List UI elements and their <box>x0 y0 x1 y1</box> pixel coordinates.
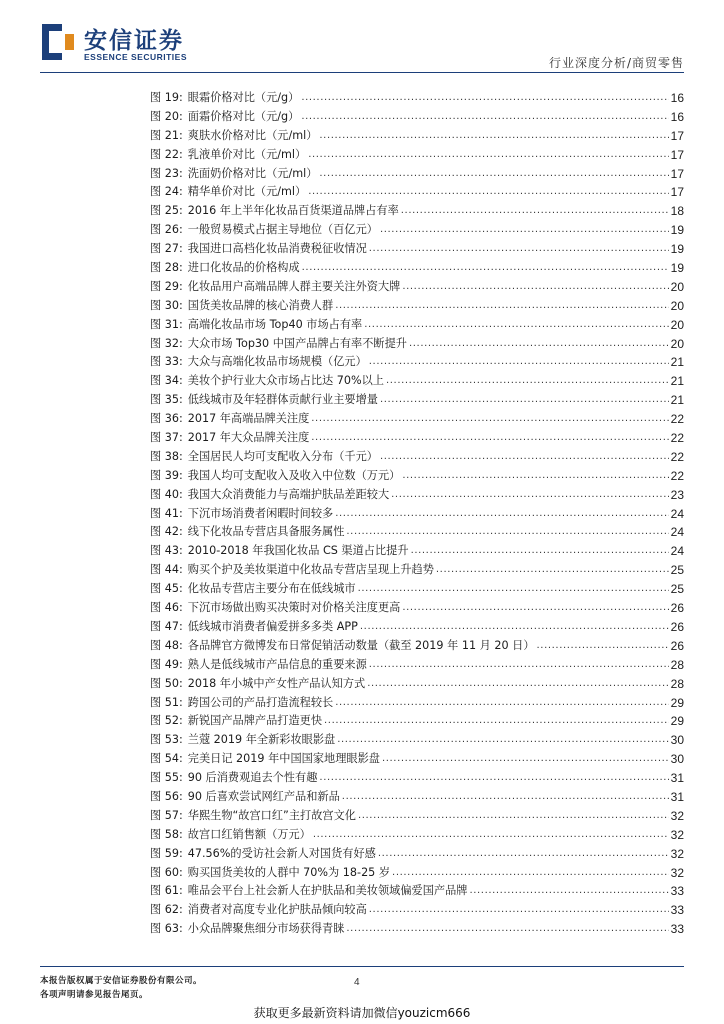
figure-number: 图 30: <box>150 298 183 312</box>
figure-number: 图 36: <box>150 412 183 426</box>
figure-number: 图 27: <box>150 242 183 256</box>
figure-page-number: 19 <box>670 261 684 276</box>
figure-page-number: 22 <box>670 431 684 446</box>
figure-number: 图 37: <box>150 431 183 445</box>
figure-number: 图 48: <box>150 638 183 652</box>
figure-page-number: 20 <box>670 298 684 313</box>
figure-number: 图 35: <box>150 393 183 407</box>
toc-entry[interactable] <box>150 240 684 259</box>
figure-page-number: 20 <box>670 317 684 332</box>
copyright-text: 本报告版权属于安信证券股份有限公司。 <box>40 976 203 986</box>
toc-entry[interactable] <box>150 316 684 335</box>
company-name-cn: 安信证券 <box>84 28 184 54</box>
figure-page-number: 19 <box>670 242 684 257</box>
figure-page-number: 25 <box>670 582 684 597</box>
dot-leader <box>319 769 668 788</box>
dot-leader <box>380 221 669 240</box>
figure-page-number: 32 <box>670 827 684 842</box>
company-logo <box>40 22 200 66</box>
toc-entry[interactable] <box>150 788 684 807</box>
figure-number: 图 20: <box>150 109 183 123</box>
figure-number: 图 39: <box>150 468 183 482</box>
figure-number: 图 44: <box>150 563 183 577</box>
figure-page-number: 21 <box>670 374 684 389</box>
toc-entry[interactable] <box>150 845 684 864</box>
figure-title: 化妆品专营店主要分布在低线城市 <box>187 582 356 596</box>
toc-entry[interactable] <box>150 448 684 467</box>
toc-entry[interactable] <box>150 882 684 901</box>
toc-entry[interactable] <box>150 467 684 486</box>
toc-entry[interactable] <box>150 505 684 524</box>
figure-number: 图 61: <box>150 884 183 898</box>
figure-page-number: 30 <box>670 733 684 748</box>
toc-entry[interactable] <box>150 656 684 675</box>
figure-page-number: 29 <box>670 695 684 710</box>
toc-entry[interactable] <box>150 372 684 391</box>
figure-number: 图 57: <box>150 808 183 822</box>
figure-title: 低线城市及年轻群体贡献行业主要增量 <box>187 393 378 407</box>
dot-leader <box>401 202 669 221</box>
figure-number: 图 42: <box>150 525 183 539</box>
figure-page-number: 17 <box>670 166 684 181</box>
dot-leader <box>358 807 669 826</box>
dot-leader <box>386 372 669 391</box>
toc-entry[interactable] <box>150 561 684 580</box>
disclaimer-text: 各项声明请参见报告尾页。 <box>40 990 149 1000</box>
toc-entry[interactable] <box>150 750 684 769</box>
figure-title: 完美日记 2019 年中国国家地理眼影盘 <box>187 752 380 766</box>
dot-leader <box>369 240 669 259</box>
figure-page-number: 31 <box>670 789 684 804</box>
toc-entry[interactable] <box>150 920 684 939</box>
dot-leader <box>319 127 668 146</box>
toc-entry[interactable] <box>150 580 684 599</box>
dot-leader <box>364 316 668 335</box>
figure-title: 新锐国产品牌产品打造更快 <box>187 714 323 728</box>
toc-entry[interactable] <box>150 108 684 127</box>
toc-entry[interactable] <box>150 202 684 221</box>
figure-page-number: 22 <box>670 412 684 427</box>
toc-entry[interactable] <box>150 89 684 108</box>
figure-number: 图 26: <box>150 223 183 237</box>
dot-leader <box>308 183 668 202</box>
figure-number: 图 41: <box>150 506 183 520</box>
figure-title: 购买国货美妆的人群中 70%为 18-25 岁 <box>187 865 391 879</box>
figure-page-number: 26 <box>670 619 684 634</box>
toc-entry[interactable] <box>150 353 684 372</box>
figure-page-number: 33 <box>670 884 684 899</box>
toc-entry[interactable] <box>150 297 684 316</box>
dot-leader <box>369 353 669 372</box>
figure-number: 图 55: <box>150 771 183 785</box>
dot-leader <box>411 542 669 561</box>
toc-entry[interactable] <box>150 694 684 713</box>
figure-page-number: 29 <box>670 714 684 729</box>
dot-leader <box>369 656 669 675</box>
figure-title: 全国居民人均可支配收入分布（千元） <box>187 449 378 463</box>
figure-number: 图 54: <box>150 752 183 766</box>
page-number: 4 <box>354 977 360 988</box>
figure-title: 跨国公司的产品打造流程较长 <box>187 695 334 709</box>
figure-page-number: 17 <box>670 185 684 200</box>
figure-title: 精华单价对比（元/ml） <box>187 185 307 199</box>
figure-number: 图 47: <box>150 619 183 633</box>
dot-leader <box>311 410 668 429</box>
figure-number: 图 24: <box>150 185 183 199</box>
figure-page-number: 17 <box>670 128 684 143</box>
dot-leader <box>360 618 669 637</box>
figure-title: 2017 年高端品牌关注度 <box>187 412 310 426</box>
dot-leader <box>537 637 669 656</box>
figure-number: 图 21: <box>150 128 183 142</box>
dot-leader <box>342 788 669 807</box>
toc-entry[interactable] <box>150 127 684 146</box>
figure-title: 47.56%的受访社会新人对国货有好感 <box>187 846 376 860</box>
figure-title: 下沉市场消费者闲暇时间较多 <box>187 506 334 520</box>
dot-leader <box>380 448 669 467</box>
dot-leader <box>469 882 668 901</box>
figure-title: 消费者对高度专业化护肤品倾向较高 <box>187 903 367 917</box>
figure-title: 乳液单价对比（元/ml） <box>187 147 307 161</box>
figure-number: 图 31: <box>150 317 183 331</box>
toc-entry[interactable] <box>150 731 684 750</box>
dot-leader <box>337 731 668 750</box>
figure-number: 图 43: <box>150 544 183 558</box>
figure-page-number: 26 <box>670 638 684 653</box>
figure-number: 图 58: <box>150 827 183 841</box>
figure-number: 图 33: <box>150 355 183 369</box>
figure-page-number: 28 <box>670 676 684 691</box>
dot-leader <box>402 278 668 297</box>
figure-title: 2010-2018 年我国化妆品 CS 渠道占比提升 <box>187 544 409 558</box>
figure-number: 图 19: <box>150 91 183 104</box>
toc-entry[interactable] <box>150 410 684 429</box>
dot-leader <box>335 505 668 524</box>
figure-title: 90 后消费观追去个性有趣 <box>187 771 318 785</box>
figure-number: 图 22: <box>150 147 183 161</box>
figure-number: 图 63: <box>150 922 183 936</box>
figure-title: 一般贸易模式占据主导地位（百亿元） <box>187 223 378 237</box>
figure-number: 图 28: <box>150 261 183 275</box>
dot-leader <box>346 920 668 939</box>
figure-page-number: 31 <box>670 771 684 786</box>
figure-title: 2017 年大众品牌关注度 <box>187 431 310 445</box>
figure-title: 2016 年上半年化妆品百货渠道品牌占有率 <box>187 204 399 218</box>
figure-page-number: 32 <box>670 846 684 861</box>
figure-number: 图 29: <box>150 279 183 293</box>
dot-leader <box>380 391 669 410</box>
figure-title: 我国进口高档化妆品消费税征收情况 <box>187 242 367 256</box>
toc-entry[interactable] <box>150 864 684 883</box>
figure-number: 图 40: <box>150 487 183 501</box>
figure-title: 洗面奶价格对比（元/ml） <box>187 166 318 180</box>
dot-leader <box>335 694 668 713</box>
dot-leader <box>335 297 668 316</box>
dot-leader <box>301 108 668 127</box>
toc-entry[interactable] <box>150 183 684 202</box>
toc-entry[interactable] <box>150 618 684 637</box>
figure-page-number: 22 <box>670 449 684 464</box>
figure-title: 我国大众消费能力与高端护肤品差距较大 <box>187 487 390 501</box>
figure-title: 故宫口红销售额（万元） <box>187 827 311 841</box>
dot-leader <box>392 864 669 883</box>
toc-entry[interactable] <box>150 335 684 354</box>
figure-title: 下沉市场做出购买决策时对价格关注度更高 <box>187 601 401 615</box>
figure-title: 购买个护及美妆渠道中化妆品专营店呈现上升趋势 <box>187 563 434 577</box>
dot-leader <box>436 561 669 580</box>
dot-leader <box>402 599 668 618</box>
report-type: 行业深度分析/商贸零售 <box>548 56 684 70</box>
figure-title: 大众市场 Top30 中国产品牌占有率不断提升 <box>187 336 407 350</box>
dot-leader <box>358 580 669 599</box>
figure-title: 我国人均可支配收入及收入中位数（万元） <box>187 468 401 482</box>
figure-page-number: 21 <box>670 393 684 408</box>
figure-number: 图 52: <box>150 714 183 728</box>
figure-title: 小众品牌聚焦细分市场获得青睐 <box>187 922 345 936</box>
figure-number: 图 62: <box>150 903 183 917</box>
toc-entry[interactable] <box>150 259 684 278</box>
figure-number: 图 38: <box>150 449 183 463</box>
figure-page-number: 20 <box>670 336 684 351</box>
figure-title: 国货美妆品牌的核心消费人群 <box>187 298 334 312</box>
figure-page-number: 33 <box>670 903 684 918</box>
dot-leader <box>308 146 668 165</box>
figure-number: 图 46: <box>150 601 183 615</box>
figure-title: 唯品会平台上社会新人在护肤品和美妆领域偏爱国产品牌 <box>187 884 468 898</box>
figure-title: 线下化妆品专营店具备服务属性 <box>187 525 345 539</box>
figure-title: 兰蔻 2019 年全新彩妆眼影盘 <box>187 733 336 747</box>
dot-leader <box>301 89 668 108</box>
figure-page-number: 28 <box>670 657 684 672</box>
figure-page-number: 25 <box>670 563 684 578</box>
figure-title: 熟人是低线城市产品信息的重要来源 <box>187 657 367 671</box>
toc-entry[interactable] <box>150 542 684 561</box>
dot-leader <box>369 901 669 920</box>
figure-page-number: 20 <box>670 279 684 294</box>
footer-divider <box>40 966 684 967</box>
figure-number: 图 45: <box>150 582 183 596</box>
figure-page-number: 30 <box>670 752 684 767</box>
toc-entry[interactable] <box>150 429 684 448</box>
figure-page-number: 22 <box>670 468 684 483</box>
figure-number: 图 23: <box>150 166 183 180</box>
figure-page-number: 16 <box>670 109 684 124</box>
dot-leader <box>409 335 669 354</box>
figure-number: 图 51: <box>150 695 183 709</box>
dot-leader <box>311 429 668 448</box>
figure-number: 图 59: <box>150 846 183 860</box>
figure-title: 低线城市消费者偏爱拼多多类 APP <box>187 619 358 633</box>
dot-leader <box>402 467 668 486</box>
figure-number: 图 56: <box>150 789 183 803</box>
toc-entry[interactable] <box>150 637 684 656</box>
figure-title: 美妆个护行业大众市场占比达 70%以上 <box>187 374 384 388</box>
toc-entry[interactable] <box>150 807 684 826</box>
figure-number: 图 53: <box>150 733 183 747</box>
toc-entry[interactable] <box>150 826 684 845</box>
toc-entry[interactable] <box>150 221 684 240</box>
figure-page-number: 24 <box>670 525 684 540</box>
figure-title: 眼霜价格对比（元/g） <box>187 91 300 104</box>
dot-leader <box>391 486 669 505</box>
figure-page-number: 18 <box>670 204 684 219</box>
footer-contact-note: 获取更多最新资料请加微信youzicm666 <box>253 1006 471 1020</box>
figure-title: 进口化妆品的价格构成 <box>187 261 300 275</box>
dot-leader <box>319 165 668 184</box>
figure-title: 化妆品用户高端品牌人群主要关注外资大牌 <box>187 279 401 293</box>
toc-entry[interactable] <box>150 523 684 542</box>
dot-leader <box>367 675 668 694</box>
toc-entry[interactable] <box>150 486 684 505</box>
header-divider <box>40 72 684 73</box>
figure-page-number: 21 <box>670 355 684 370</box>
dot-leader <box>378 845 669 864</box>
figure-page-number: 24 <box>670 544 684 559</box>
figure-title: 高端化妆品市场 Top40 市场占有率 <box>187 317 363 331</box>
figure-number: 图 50: <box>150 676 183 690</box>
toc-entry[interactable] <box>150 769 684 788</box>
figure-number: 图 60: <box>150 865 183 879</box>
toc-entry[interactable] <box>150 599 684 618</box>
dot-leader <box>346 523 668 542</box>
figure-index-list <box>150 89 684 939</box>
figure-page-number: 16 <box>670 91 684 105</box>
figure-page-number: 17 <box>670 147 684 162</box>
toc-entry[interactable] <box>150 278 684 297</box>
dot-leader <box>324 712 669 731</box>
figure-number: 图 25: <box>150 204 183 218</box>
footer-disclaimer <box>40 974 202 1002</box>
figure-title: 大众与高端化妆品市场规模（亿元） <box>187 355 367 369</box>
figure-page-number: 33 <box>670 922 684 937</box>
figure-number: 图 49: <box>150 657 183 671</box>
dot-leader <box>382 750 669 769</box>
figure-number: 图 32: <box>150 336 183 350</box>
figure-number: 图 34: <box>150 374 183 388</box>
figure-title: 华熙生物“故宫口红”主打故宫文化 <box>187 808 356 822</box>
dot-leader <box>302 259 669 278</box>
figure-title: 2018 年小城中产女性产品认知方式 <box>187 676 366 690</box>
dot-leader <box>313 826 669 845</box>
company-name-en: ESSENCE SECURITIES <box>84 52 187 62</box>
toc-entry[interactable] <box>150 712 684 731</box>
toc-entry[interactable] <box>150 165 684 184</box>
toc-entry[interactable] <box>150 391 684 410</box>
page-header <box>0 0 724 80</box>
figure-page-number: 32 <box>670 865 684 880</box>
essence-logo-icon <box>40 22 76 62</box>
figure-title: 爽肤水价格对比（元/ml） <box>187 128 318 142</box>
figure-page-number: 32 <box>670 808 684 823</box>
toc-entry[interactable] <box>150 675 684 694</box>
figure-page-number: 19 <box>670 223 684 238</box>
figure-title: 90 后喜欢尝试网红产品和新品 <box>187 789 340 803</box>
figure-page-number: 24 <box>670 506 684 521</box>
toc-entry[interactable] <box>150 901 684 920</box>
figure-title: 各品牌官方微博发布日常促销活动数量（截至 2019 年 11 月 20 日） <box>187 638 535 652</box>
figure-title: 面霜价格对比（元/g） <box>187 109 300 123</box>
toc-entry[interactable] <box>150 146 684 165</box>
figure-page-number: 23 <box>670 487 684 502</box>
figure-page-number: 26 <box>670 601 684 616</box>
